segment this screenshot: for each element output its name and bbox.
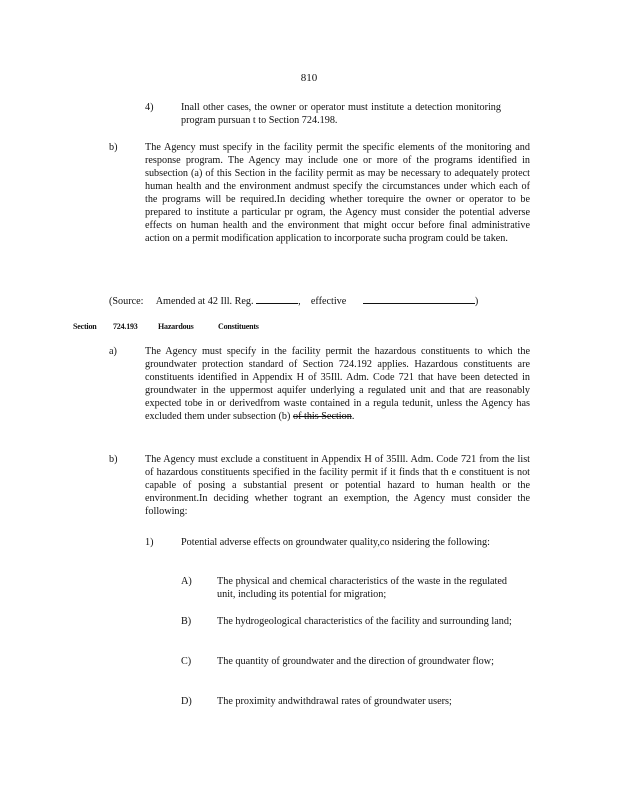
page-number: 810 — [300, 72, 318, 84]
paragraph-text: The Agency must specify in the facility permit the specific elements of the monitoring and response program. The Agency may include one or more of the programs identified in subsection (a) of this Section in the facility permit as may be necessary to adequately protect human health and the environment andmust specify the circumstances under which each of the programs will be required.In deciding whether torequire the owner or operator to be prepared to institute a particular pr ogram, the Agency must consider the potential adverse effects on human health and the environment that might occur before final administrative action on a permit modification application to incorporate sucha program could be taken. — [145, 142, 530, 244]
subitem-text: The proximity andwithdrawal rates of groundwater users; — [217, 696, 452, 707]
subitem-label: D) — [181, 696, 192, 707]
paragraph-body: The Agency must specify in the facility permit the hazardous constituents to which the groundwater protection standard of Section 724.192 applies. Hazardous constituents are constituents identified in Appendix H of 35Ill. Adm. Code 721 that have been detected in groundwater in the uppermost aquifer underlying a regulated unit and that are reasonably expected tobe in or derivedfrom waste contained in a regula tedunit, unless the Agency has excluded them under subsection (b) — [145, 346, 530, 422]
subitem-text: The physical and chemical characteristics of the waste in the regulated unit, including its potential for migration; — [217, 576, 507, 600]
section-number: 724.193 — [113, 322, 138, 331]
source-prefix: (Source: — [109, 296, 144, 307]
blank-line — [256, 293, 298, 304]
item-text: Potential adverse effects on groundwater quality,co nsidering the following: — [181, 537, 490, 548]
item-label: 4) — [145, 102, 154, 113]
struck-text: of this Section — [292, 411, 352, 422]
section-title-word: Constituents — [218, 322, 259, 331]
source-close: ) — [474, 296, 479, 307]
section-label: Section — [73, 322, 97, 331]
blank-line — [363, 293, 475, 304]
paragraph-label: b) — [109, 454, 118, 465]
subitem-text: The quantity of groundwater and the direction of groundwater flow; — [217, 656, 494, 667]
item-text: Inall other cases, the owner or operator must institute a detection monitoring program pursuan t to Section 724.198. — [181, 102, 501, 126]
paragraph-text — [145, 345, 530, 423]
paragraph-text: The Agency must exclude a constituent in Appendix H of 35Ill. Adm. Code 721 from the list of hazardous constituents specified in the facility permit if it finds that th e constituent is not capable of posing a substantial present or potential hazard to human health or the environment.In deciding whether togrant an exemption, the Agency must consider the following: — [145, 454, 530, 517]
paragraph-label: b) — [109, 142, 118, 153]
subitem-text: The hydrogeological characteristics of the facility and surrounding land; — [217, 616, 512, 627]
source-amended: Amended at 42 Ill. Reg. — [155, 296, 254, 307]
paragraph-label: a) — [109, 346, 117, 357]
source-note — [109, 293, 539, 308]
item-label: 1) — [145, 537, 154, 548]
source-effective: effective — [310, 296, 347, 307]
section-title-word: Hazardous — [158, 322, 194, 331]
subitem-label: A) — [181, 576, 192, 587]
paragraph-period: . — [351, 411, 355, 422]
source-comma: , — [298, 296, 301, 307]
subitem-label: B) — [181, 616, 192, 627]
subitem-label: C) — [181, 656, 192, 667]
